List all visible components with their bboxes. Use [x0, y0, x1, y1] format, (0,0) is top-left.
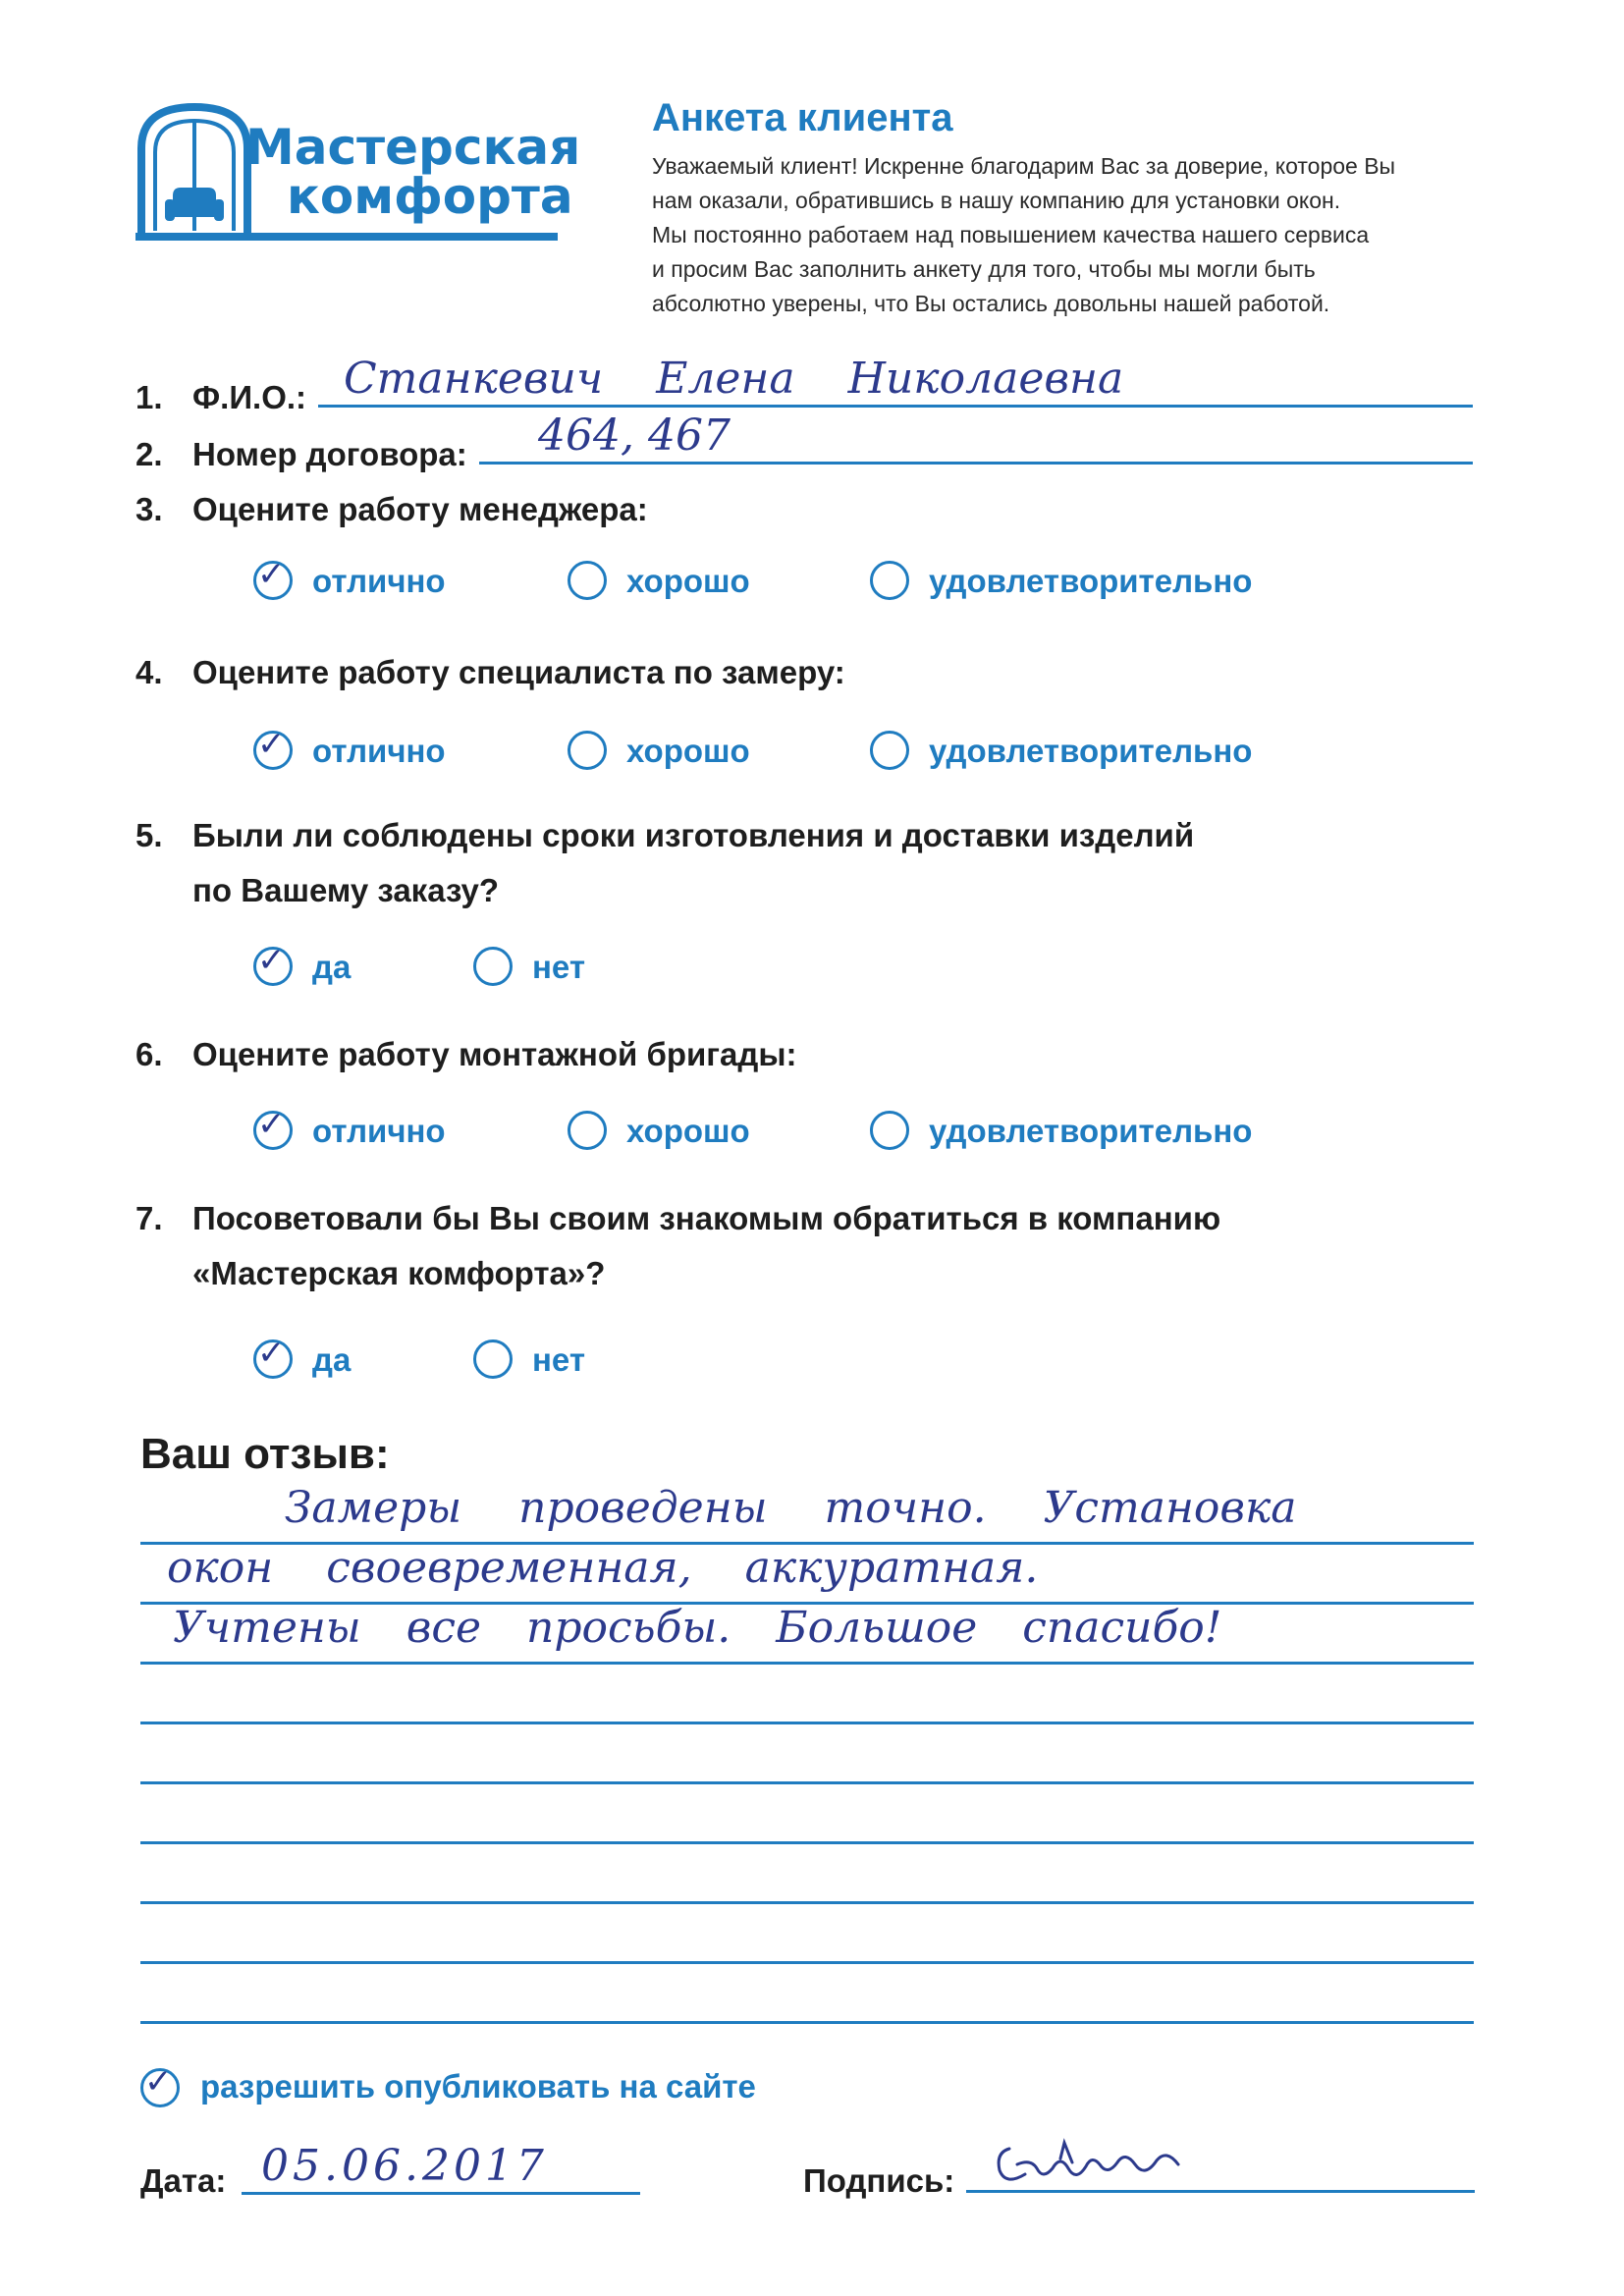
option-label: да [312, 1341, 352, 1378]
publish-checkbox[interactable] [140, 2062, 180, 2107]
option-label: хорошо [626, 563, 750, 599]
review-handwritten-line: Замеры проведены точно. Установка [285, 1483, 1297, 1533]
radio-circle[interactable] [568, 1111, 607, 1150]
intro-line: Уважаемый клиент! Искренне благодарим Вас за доверие, которое Вы [652, 153, 1396, 179]
logo-line-2: комфорта [287, 168, 573, 225]
contract-value[interactable]: 464, 467 [538, 410, 731, 461]
radio-option[interactable] [253, 941, 293, 986]
form-title: Анкета клиента [652, 96, 953, 139]
field-number-fio: 1. [135, 379, 163, 415]
intro-text [652, 149, 1496, 321]
review-line [140, 1961, 1474, 1964]
contract-label: Номер договора: [192, 436, 467, 472]
contract-underline [479, 462, 1473, 465]
check-mark: ✓ [257, 725, 286, 764]
radio-circle[interactable] [568, 561, 607, 600]
intro-line: нам оказали, обратившись в нашу компанию для установки окон. [652, 188, 1341, 213]
check-mark: ✓ [144, 2062, 173, 2102]
radio-option[interactable] [253, 1105, 293, 1150]
intro-line: и просим Вас заполнить анкету для того, чтобы мы могли быть [652, 256, 1316, 282]
question-number: 4. [135, 654, 163, 690]
fio-underline [318, 405, 1473, 408]
option-label: нет [532, 1341, 586, 1378]
question-text: Были ли соблюдены сроки изготовления и доставки изделий [192, 817, 1195, 853]
option-label: хорошо [626, 733, 750, 769]
check-mark: ✓ [257, 555, 286, 594]
review-line [140, 1841, 1474, 1844]
question-text-cont: по Вашему заказу? [192, 872, 500, 908]
radio-circle[interactable] [870, 1111, 909, 1150]
question-number: 6. [135, 1036, 163, 1072]
option-label: отлично [312, 1113, 446, 1149]
question-text: Оцените работу монтажной бригады: [192, 1036, 797, 1072]
fio-label: Ф.И.О.: [192, 379, 307, 415]
review-line [140, 1722, 1474, 1724]
question-number: 3. [135, 491, 163, 527]
field-number-contract: 2. [135, 436, 163, 472]
review-line [140, 1781, 1474, 1784]
review-handwritten-line: Учтены все просьбы. Большое спасибо! [173, 1603, 1222, 1653]
question-text: Оцените работу менеджера: [192, 491, 648, 527]
fio-value[interactable]: Станкевич Елена Николаевна [344, 354, 1124, 404]
question-text-cont: «Мастерская комфорта»? [192, 1255, 606, 1291]
logo-underline [247, 233, 558, 241]
intro-line: абсолютно уверены, что Вы остались довольны нашей работой. [652, 291, 1330, 316]
question-number: 5. [135, 817, 163, 853]
radio-circle[interactable] [473, 947, 513, 986]
signature-label: Подпись: [803, 2162, 955, 2199]
radio-circle[interactable] [568, 731, 607, 770]
radio-circle[interactable] [870, 731, 909, 770]
radio-option[interactable] [253, 725, 293, 770]
check-mark: ✓ [257, 1105, 286, 1144]
option-label: удовлетворительно [929, 733, 1253, 769]
option-label: отлично [312, 563, 446, 599]
review-handwritten-line: окон своевременная, аккуратная. [167, 1543, 1039, 1593]
intro-line: Мы постоянно работаем над повышением качества нашего сервиса [652, 222, 1370, 247]
option-label: удовлетворительно [929, 1113, 1253, 1149]
option-label: отлично [312, 733, 446, 769]
radio-circle[interactable] [473, 1339, 513, 1379]
signature-scribble [992, 2129, 1208, 2198]
option-label: хорошо [626, 1113, 750, 1149]
radio-circle[interactable] [870, 561, 909, 600]
question-number: 7. [135, 1200, 163, 1236]
date-underline [242, 2192, 640, 2195]
question-text: Посоветовали бы Вы своим знакомым обратиться в компанию [192, 1200, 1221, 1236]
publish-label: разрешить опубликовать на сайте [200, 2068, 756, 2105]
review-heading: Ваш отзыв: [140, 1430, 390, 1478]
check-mark: ✓ [257, 1334, 286, 1373]
date-value[interactable]: 05.06.2017 [261, 2141, 548, 2191]
option-label: удовлетворительно [929, 563, 1253, 599]
option-label: нет [532, 949, 586, 985]
company-logo [135, 101, 581, 244]
logo-line-1: Мастерская [245, 119, 581, 176]
review-line [140, 2021, 1474, 2024]
date-label: Дата: [140, 2162, 227, 2199]
radio-option[interactable] [253, 1334, 293, 1379]
review-line [140, 1901, 1474, 1904]
window-armchair-icon [135, 101, 253, 241]
radio-option[interactable] [253, 555, 293, 600]
question-text: Оцените работу специалиста по замеру: [192, 654, 845, 690]
option-label: да [312, 949, 352, 985]
check-mark: ✓ [257, 941, 286, 980]
review-line [140, 1662, 1474, 1665]
